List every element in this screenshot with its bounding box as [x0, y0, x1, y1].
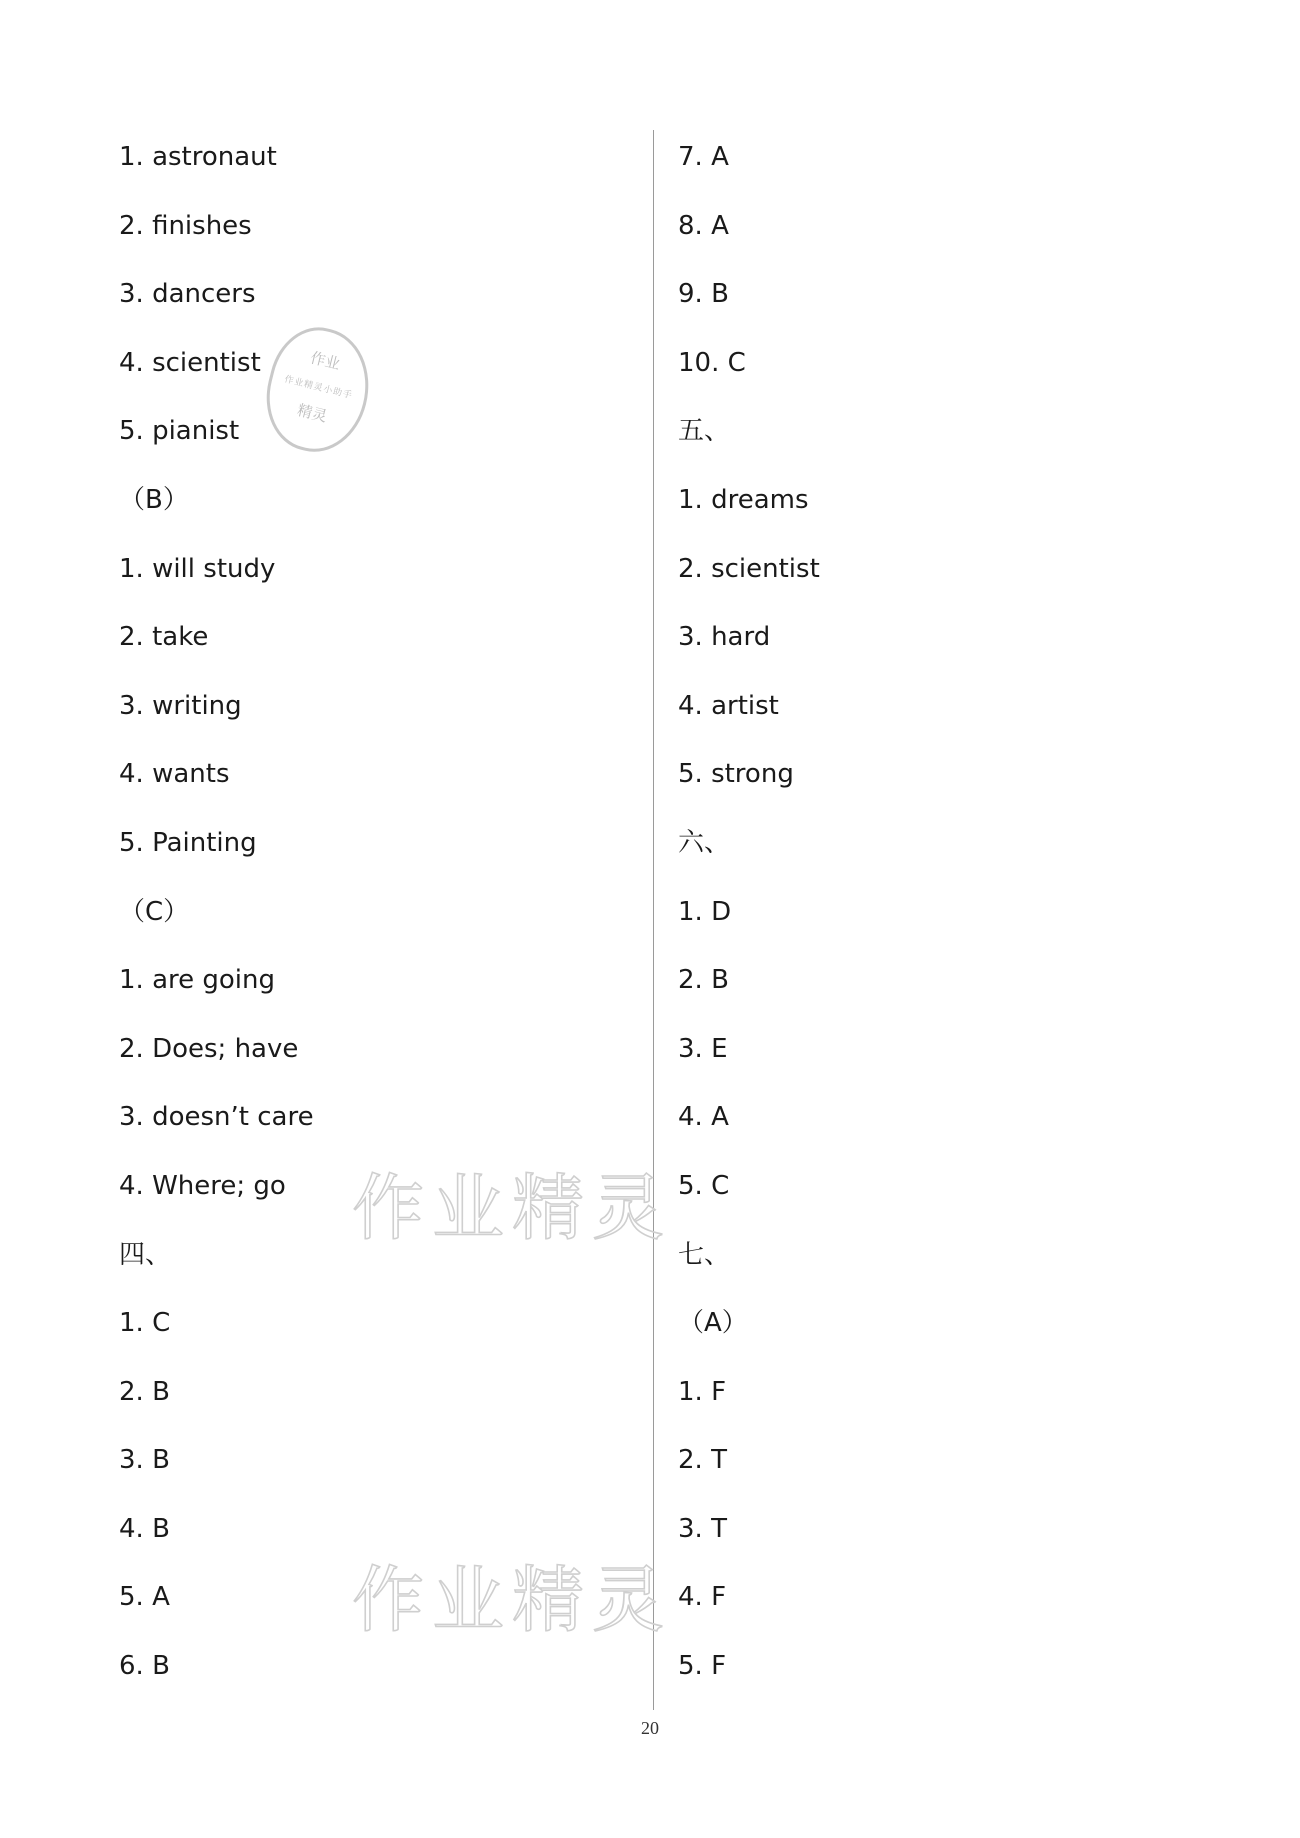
answer-line: 6. B — [119, 1651, 170, 1682]
section-heading: 四、 — [119, 1239, 172, 1270]
answer-line: 2. B — [678, 965, 729, 996]
left-answer-column — [119, 142, 639, 1720]
answer-line: 2. Does; have — [119, 1033, 299, 1064]
answer-line: 1. D — [678, 896, 732, 927]
answer-line: 5. Painting — [119, 827, 257, 858]
answer-line: 3. dancers — [119, 279, 256, 310]
answer-line: 4. A — [678, 1102, 729, 1133]
watermark-text: 作业精灵 — [352, 1558, 673, 1642]
answer-line: 4. Where; go — [119, 1170, 286, 1201]
answer-line: 8. A — [678, 210, 729, 241]
answer-line: 3. hard — [678, 622, 771, 653]
answer-line: 3. E — [678, 1033, 728, 1064]
answer-line: 10. C — [678, 347, 746, 378]
answer-line: 5. C — [678, 1170, 730, 1201]
answer-line: 5. pianist — [119, 416, 240, 447]
answer-line: 3. writing — [119, 690, 242, 721]
answer-line: 3. doesn’t care — [119, 1102, 314, 1133]
right-answer-column — [678, 142, 1198, 1720]
section-heading: 六、 — [678, 827, 731, 858]
answer-line: 4. wants — [119, 759, 230, 790]
answer-line: 1. astronaut — [119, 142, 277, 172]
answer-line: 1. C — [119, 1308, 171, 1339]
answer-line: 1. will study — [119, 553, 276, 584]
answer-line: 2. scientist — [678, 553, 820, 584]
answer-line: 5. F — [678, 1651, 727, 1682]
page-number: 20 — [641, 1718, 659, 1738]
watermark-stamp-icon: 作业 作业精灵小助手 精灵 — [254, 318, 381, 463]
answer-line: 4. artist — [678, 690, 779, 721]
answer-line: 3. T — [678, 1513, 727, 1544]
answer-line: 4. scientist — [119, 347, 261, 378]
section-heading: 五、 — [678, 416, 731, 447]
answer-line: 7. A — [678, 142, 729, 172]
section-label: （A） — [678, 1308, 748, 1339]
answer-line: 1. are going — [119, 965, 275, 996]
answer-line: 1. dreams — [678, 484, 809, 515]
answer-line: 3. B — [119, 1445, 170, 1476]
answer-line: 1. F — [678, 1376, 727, 1407]
answer-line: 2. take — [119, 622, 209, 653]
section-heading: 七、 — [678, 1239, 731, 1270]
answer-line: 9. B — [678, 279, 729, 310]
answer-line: 2. T — [678, 1445, 727, 1476]
answer-line: 2. B — [119, 1376, 170, 1407]
section-label: （B） — [119, 484, 189, 515]
answer-line: 5. strong — [678, 759, 794, 790]
answer-line: 2. finishes — [119, 210, 252, 241]
column-divider — [653, 130, 654, 1710]
answer-line: 4. B — [119, 1513, 170, 1544]
watermark-text: 作业精灵 — [352, 1166, 673, 1250]
answer-line: 5. A — [119, 1582, 170, 1613]
section-label: （C） — [119, 896, 190, 927]
answer-line: 4. F — [678, 1582, 727, 1613]
